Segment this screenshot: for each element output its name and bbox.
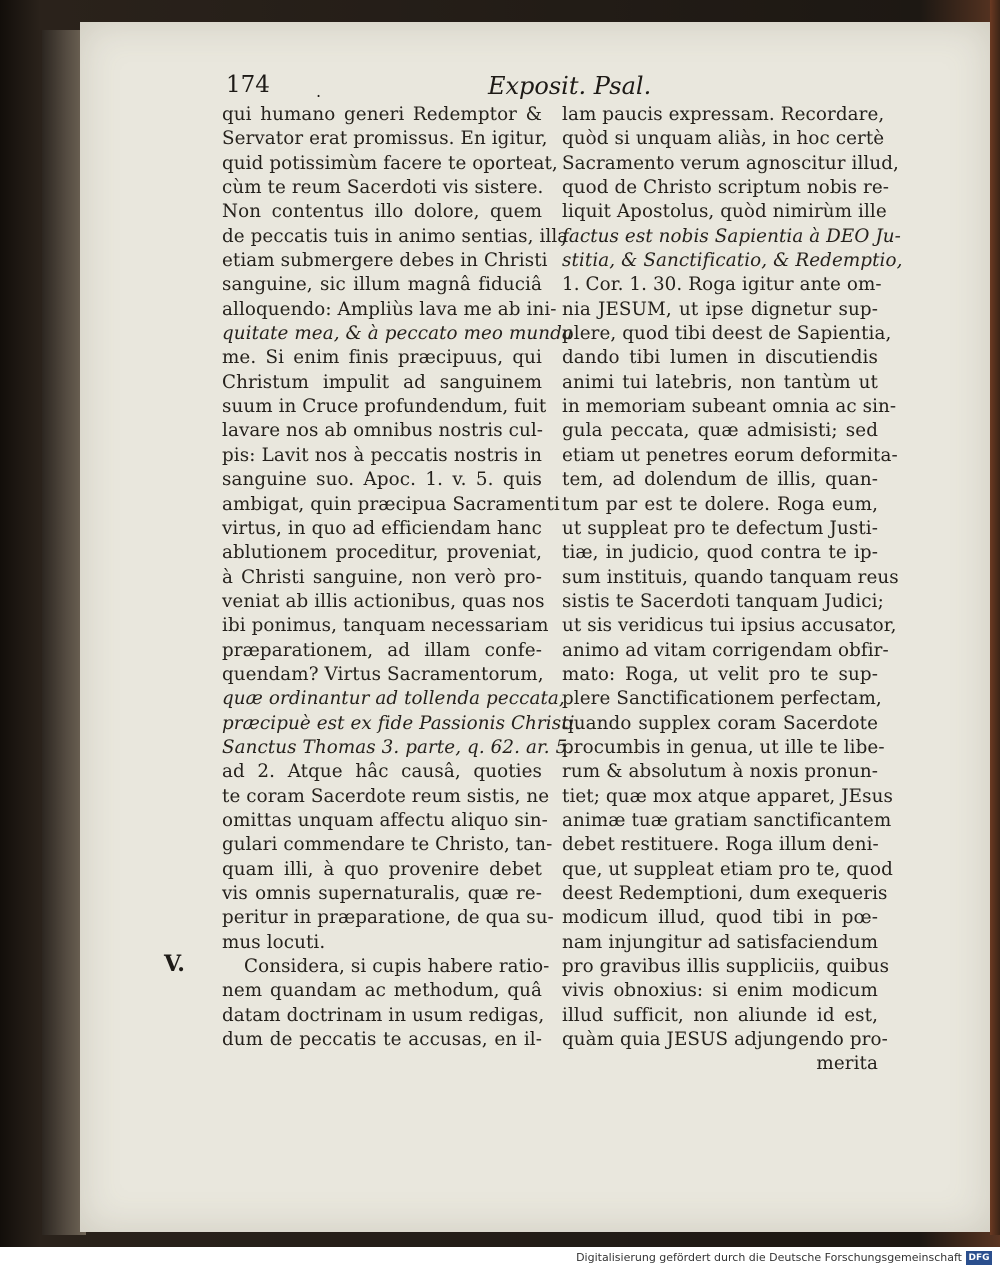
text-line: animi tui latebris, non tantùm ut [562,371,878,393]
text-line: dando tibi lumen in discutiendis [562,347,878,369]
text-line: gulari commendare te Christo, tan- [222,834,553,856]
text-line: tum par est te dolere. Roga eum, [562,493,878,515]
right-text-column [562,103,903,1077]
page-number: 174 [226,72,270,98]
text-line: nia JESUM, ut ipse dignetur sup- [562,298,878,320]
text-line: nam injungitur ad satisfaciendum [562,931,878,953]
text-line: procumbis in genua, ut ille te libe- [562,736,885,758]
text-line: factus est nobis Sapientia à DEO Ju- [562,225,901,247]
text-line: rum & absolutum à noxis pronun- [562,761,878,783]
text-line: lavare nos ab omnibus nostris cul- [222,420,544,442]
text-line: me. Si enim finis præcipuus, qui [222,347,542,369]
text-line: Christum impulit ad sanguinem [222,371,542,393]
text-line: debet restituere. Roga illum deni- [562,834,879,856]
text-line: à Christi sanguine, non verò pro- [222,566,542,588]
text-line: stitia, & Sanctificatio, & Redemptio, [562,250,903,272]
text-line: Sanctus Thomas 3. parte, q. 62. ar. 5. [222,736,574,758]
running-head: Exposit. Psal. [488,72,652,100]
text-line: animo ad vitam corrigendam obfir- [562,639,889,661]
text-line: lam paucis expressam. Recordare, [562,104,885,125]
text-line: sistis te Sacerdoti tanquam Judici; [562,590,884,612]
text-line: plere Sanctificationem perfectam, [562,688,882,710]
text-line: in memoriam subeant omnia ac sin- [562,396,897,418]
footer-credit: Digitalisierung gefördert durch die Deutsche Forschungsgemeinschaft [576,1251,962,1264]
text-line: tiæ, in judicio, quod contra te ip- [562,542,878,564]
text-line: quid potissimùm facere te oporteat, [222,152,558,174]
text-line: ut suppleat pro te defectum Justi- [562,517,878,539]
text-line: ambigat, quin præcipua Sacramenti [222,493,560,515]
text-line: te coram Sacerdote reum sistis, ne [222,785,550,807]
text-line: plere, quod tibi deest de Sapientia, [562,323,892,345]
section-marker: V. [164,951,185,977]
text-line: quod de Christo scriptum nobis re- [562,177,890,199]
text-line: datam doctrinam in usum redigas, [222,1004,545,1026]
text-line: animæ tuæ gratiam sanctificantem [562,809,892,831]
text-line: omittas unquam affectu aliquo sin- [222,809,548,831]
text-line: modicum illud, quod tibi in pœ- [562,907,878,929]
text-line: præcipuè est ex fide Passionis Christi. [222,712,581,734]
text-line: alloquendo: Ampliùs lava me ab ini- [222,298,557,320]
text-line: ibi ponimus, tanquam necessariam [222,615,549,637]
text-line: vivis obnoxius: si enim modicum [562,980,878,1002]
text-line: ut sis veridicus tui ipsius accusator, [562,615,897,637]
text-line: pro gravibus illis suppliciis, quibus [562,956,890,978]
text-line: Non contentus illo dolore, quem [222,201,542,223]
text-line: quam illi, à quo provenire debet [222,858,542,880]
text-line: virtus, in quo ad efficiendam hanc [222,517,542,539]
text-line: Considera, si cupis habere ratio- [244,956,550,978]
text-line: sanguine, sic illum magnâ fiduciâ [222,274,542,296]
text-line: ablutionem proceditur, proveniat, [222,542,542,564]
text-line: tiet; quæ mox atque apparet, JEsus [562,785,893,807]
text-line: sanguine suo. Apoc. 1. v. 5. quis [222,469,542,491]
text-line: vis omnis supernaturalis, quæ re- [222,883,542,904]
text-line: que, ut suppleat etiam pro te, quod [562,858,893,880]
text-line: sum instituis, quando tanquam reus [562,566,899,588]
text-line: etiam submergere debes in Christi [222,250,548,272]
header-dot: . [316,82,322,101]
text-line: nem quandam ac methodum, quâ [222,980,542,1002]
text-line: ad 2. Atque hâc causâ, quoties [222,761,542,783]
text-line: Sacramento verum agnoscitur illud, [562,152,899,174]
text-line: mato: Roga, ut velit pro te sup- [562,663,878,685]
text-line: tem, ad dolendum de illis, quan- [562,469,878,491]
text-line: deest Redemptioni, dum exequeris [562,883,888,904]
text-line: gula peccata, quæ admisisti; sed [562,420,878,442]
text-line: 1. Cor. 1. 30. Roga igitur ante om- [562,274,882,296]
book-cover-edge [990,0,1000,1235]
text-line: quòd si unquam aliàs, in hoc certè [562,128,885,150]
text-line: dum de peccatis te accusas, en il- [222,1029,542,1051]
text-line: liquit Apostolus, quòd nimirùm ille [562,201,887,223]
text-line: quæ ordinantur ad tollenda peccata, [222,688,565,710]
text-line: suum in Cruce profundendum, fuit [222,396,547,418]
text-line: mus locuti. [222,931,326,953]
text-line: cùm te reum Sacerdoti vis sistere. [222,177,544,199]
text-line: veniat ab illis actionibus, quas nos [222,590,545,612]
text-line: quitate mea, & à peccato meo munda [222,323,573,345]
text-line: Servator erat promissus. En igitur, [222,128,548,150]
text-line: præparationem, ad illam confe- [222,639,542,661]
dfg-logo-icon: DFG [966,1251,992,1265]
text-line: qui humano generi Redemptor & [222,104,542,125]
text-line: merita [816,1053,878,1075]
text-line: etiam ut penetres eorum deformita- [562,444,898,466]
text-line: quendam? Virtus Sacramentorum, [222,663,544,685]
left-text-column [222,103,581,1052]
text-line: illud sufficit, non aliunde id est, [562,1004,878,1026]
text-line: quàm quia JESUS adjungendo pro- [562,1029,888,1051]
text-line: de peccatis tuis in animo sentias, illa [222,225,569,247]
text-line: pis: Lavit nos à peccatis nostris in [222,444,542,466]
text-line: peritur in præparatione, de qua su- [222,907,554,929]
text-line: quando supplex coram Sacerdote [562,712,878,734]
